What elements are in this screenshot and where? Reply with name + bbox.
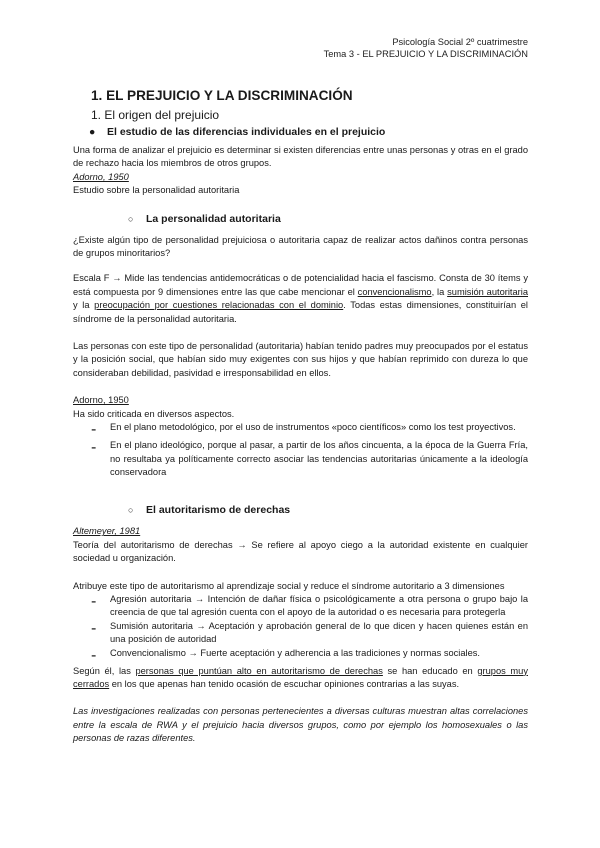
reference-adorno-2: Adorno, 1950 [73,395,129,406]
reference-description: Estudio sobre la personalidad autoritaria [73,185,240,196]
text-run: se han educado en [382,665,478,676]
atribuye-paragraph: Atribuye este tipo de autoritarismo al aprendizaje social y reduce el síndrome autoritario a 3 dimensiones [73,580,505,591]
section-autoritarismo-derechas [73,503,528,517]
underlined-term: convencionalismo [357,286,432,297]
underlined-term: sumisión autoritaria [447,286,529,297]
dimension-name: Sumisión autoritaria [110,620,193,631]
list-item [73,439,528,479]
filled-bullet-icon: ● [89,126,96,138]
list-item [73,593,528,620]
list-item [73,647,528,665]
dimension-desc: → Fuerte aceptación y adherencia a las tradiciones y normas sociales. [185,647,481,658]
personas-paragraph: Las personas con este tipo de personalidad (autoritaria) habían tenido padres muy preocupados por el estatus y la posición social, que habían sido muy exigentes con sus hijos y que habían reprimido con dureza lo que consideraban debilidad, pasividad e irresponsabilidad en ellos. [73,341,528,378]
course-title: Psicología Social 2º cuatrimestre [392,37,528,47]
underlined-term: grupos muy cerrados [73,665,528,689]
reference-adorno: Adorno, 1950 [73,171,129,182]
underlined-term: preocupación por cuestiones relacionadas con el dominio [94,300,344,311]
list-item-text [110,620,528,647]
escala-f-paragraph [73,272,528,326]
dash-marker: - [91,646,97,664]
heading-3-text: El estudio de las diferencias individuales en el prejuicio [107,126,386,138]
text-run: Escala F → Mide las tendencias antidemocráticas o de potencialidad hacia el fascismo. Consta de 30 ítems y está compuesta por 9 dimensiones entre las que cabe mencionar el [73,273,528,297]
dash-marker: - [91,439,97,457]
text-run: . Todas estas dimensiones, constituirían el síndrome de la personalidad autoritaria. [73,300,528,324]
topic-title: Tema 3 - EL PREJUICIO Y LA DISCRIMINACIÓN [323,49,528,59]
list-item-text [110,593,528,620]
underlined-term: personas que puntúan alto en autoritarismo de derechas [135,665,383,676]
criticism-intro: Ha sido criticada en diversos aspectos. [73,408,235,419]
segun-paragraph [73,665,528,692]
section-title: El autoritarismo de derechas [146,504,291,517]
section-title: La personalidad autoritaria [146,212,281,225]
list-item [73,620,528,647]
page-header [324,36,528,60]
dash-marker: - [91,619,97,637]
reference-altemeyer: Altemeyer, 1981 [73,526,141,537]
hollow-bullet-icon: ○ [128,505,134,516]
text-run: y la [73,300,95,311]
dash-marker: - [91,421,97,439]
heading-3 [73,125,528,139]
investigaciones-paragraph: Las investigaciones realizadas con personas pertenecientes a diversas culturas muestran altas correlaciones entre la escala de RWA y el prejuicio hacia diversos grupos, como por ejemplo los homosexuales o las personas de razas diferentes. [73,706,528,744]
text-run: Según él, las [73,665,136,676]
dimension-desc: → Aceptación y aprobación general de lo que dicen y hacen quienes están en una posición de autoridad [110,620,528,645]
dimension-name: Agresión autoritaria [110,593,192,604]
section-personalidad-autoritaria [73,212,528,226]
dimension-desc: → Intención de dañar física o psicológicamente a otra persona o grupo bajo la creencia de que tal agresión cuenta con el apoyo de la autoridad o es necesaria para protegerla [110,593,529,618]
heading-1: 1. EL PREJUICIO Y LA DISCRIMINACIÓN [91,88,353,103]
dimension-name: Convencionalismo [110,647,186,658]
list-item-text: En el plano metodológico, por el uso de instrumentos «poco científicos» como los test proyectivos. [110,422,516,433]
hollow-bullet-icon: ○ [128,213,134,224]
list-item-text: En el plano ideológico, porque al pasar, a partir de los años cincuenta, a la época de la Guerra Fría, no resultaba ya políticamente correcto asociar las tendencias autoritarias únicamente a la ideología conservadora [110,440,528,477]
text-run: en los que apenas han tenido ocasión de escuchar opiniones contrarias a las suyas. [109,678,460,689]
question-paragraph: ¿Existe algún tipo de personalidad prejuiciosa o autoritaria capaz de realizar actos dañinos contra personas de grupos minoritarios? [73,234,528,259]
document-body [73,88,528,746]
dash-marker: - [91,592,97,610]
text-run: , la [431,286,448,297]
teoria-paragraph: Teoría del autoritarismo de derechas → Se refiere al apoyo ciego a la autoridad existente en cualquier sociedad u organización. [73,539,528,564]
list-item [73,421,528,439]
list-item-text [110,647,528,665]
intro-paragraph: Una forma de analizar el prejuicio es determinar si existen diferencias entre unas personas y otras en el grado de rechazo hacia los miembros de otros grupos. [73,145,528,169]
heading-2: 1. El origen del prejuicio [91,108,220,122]
